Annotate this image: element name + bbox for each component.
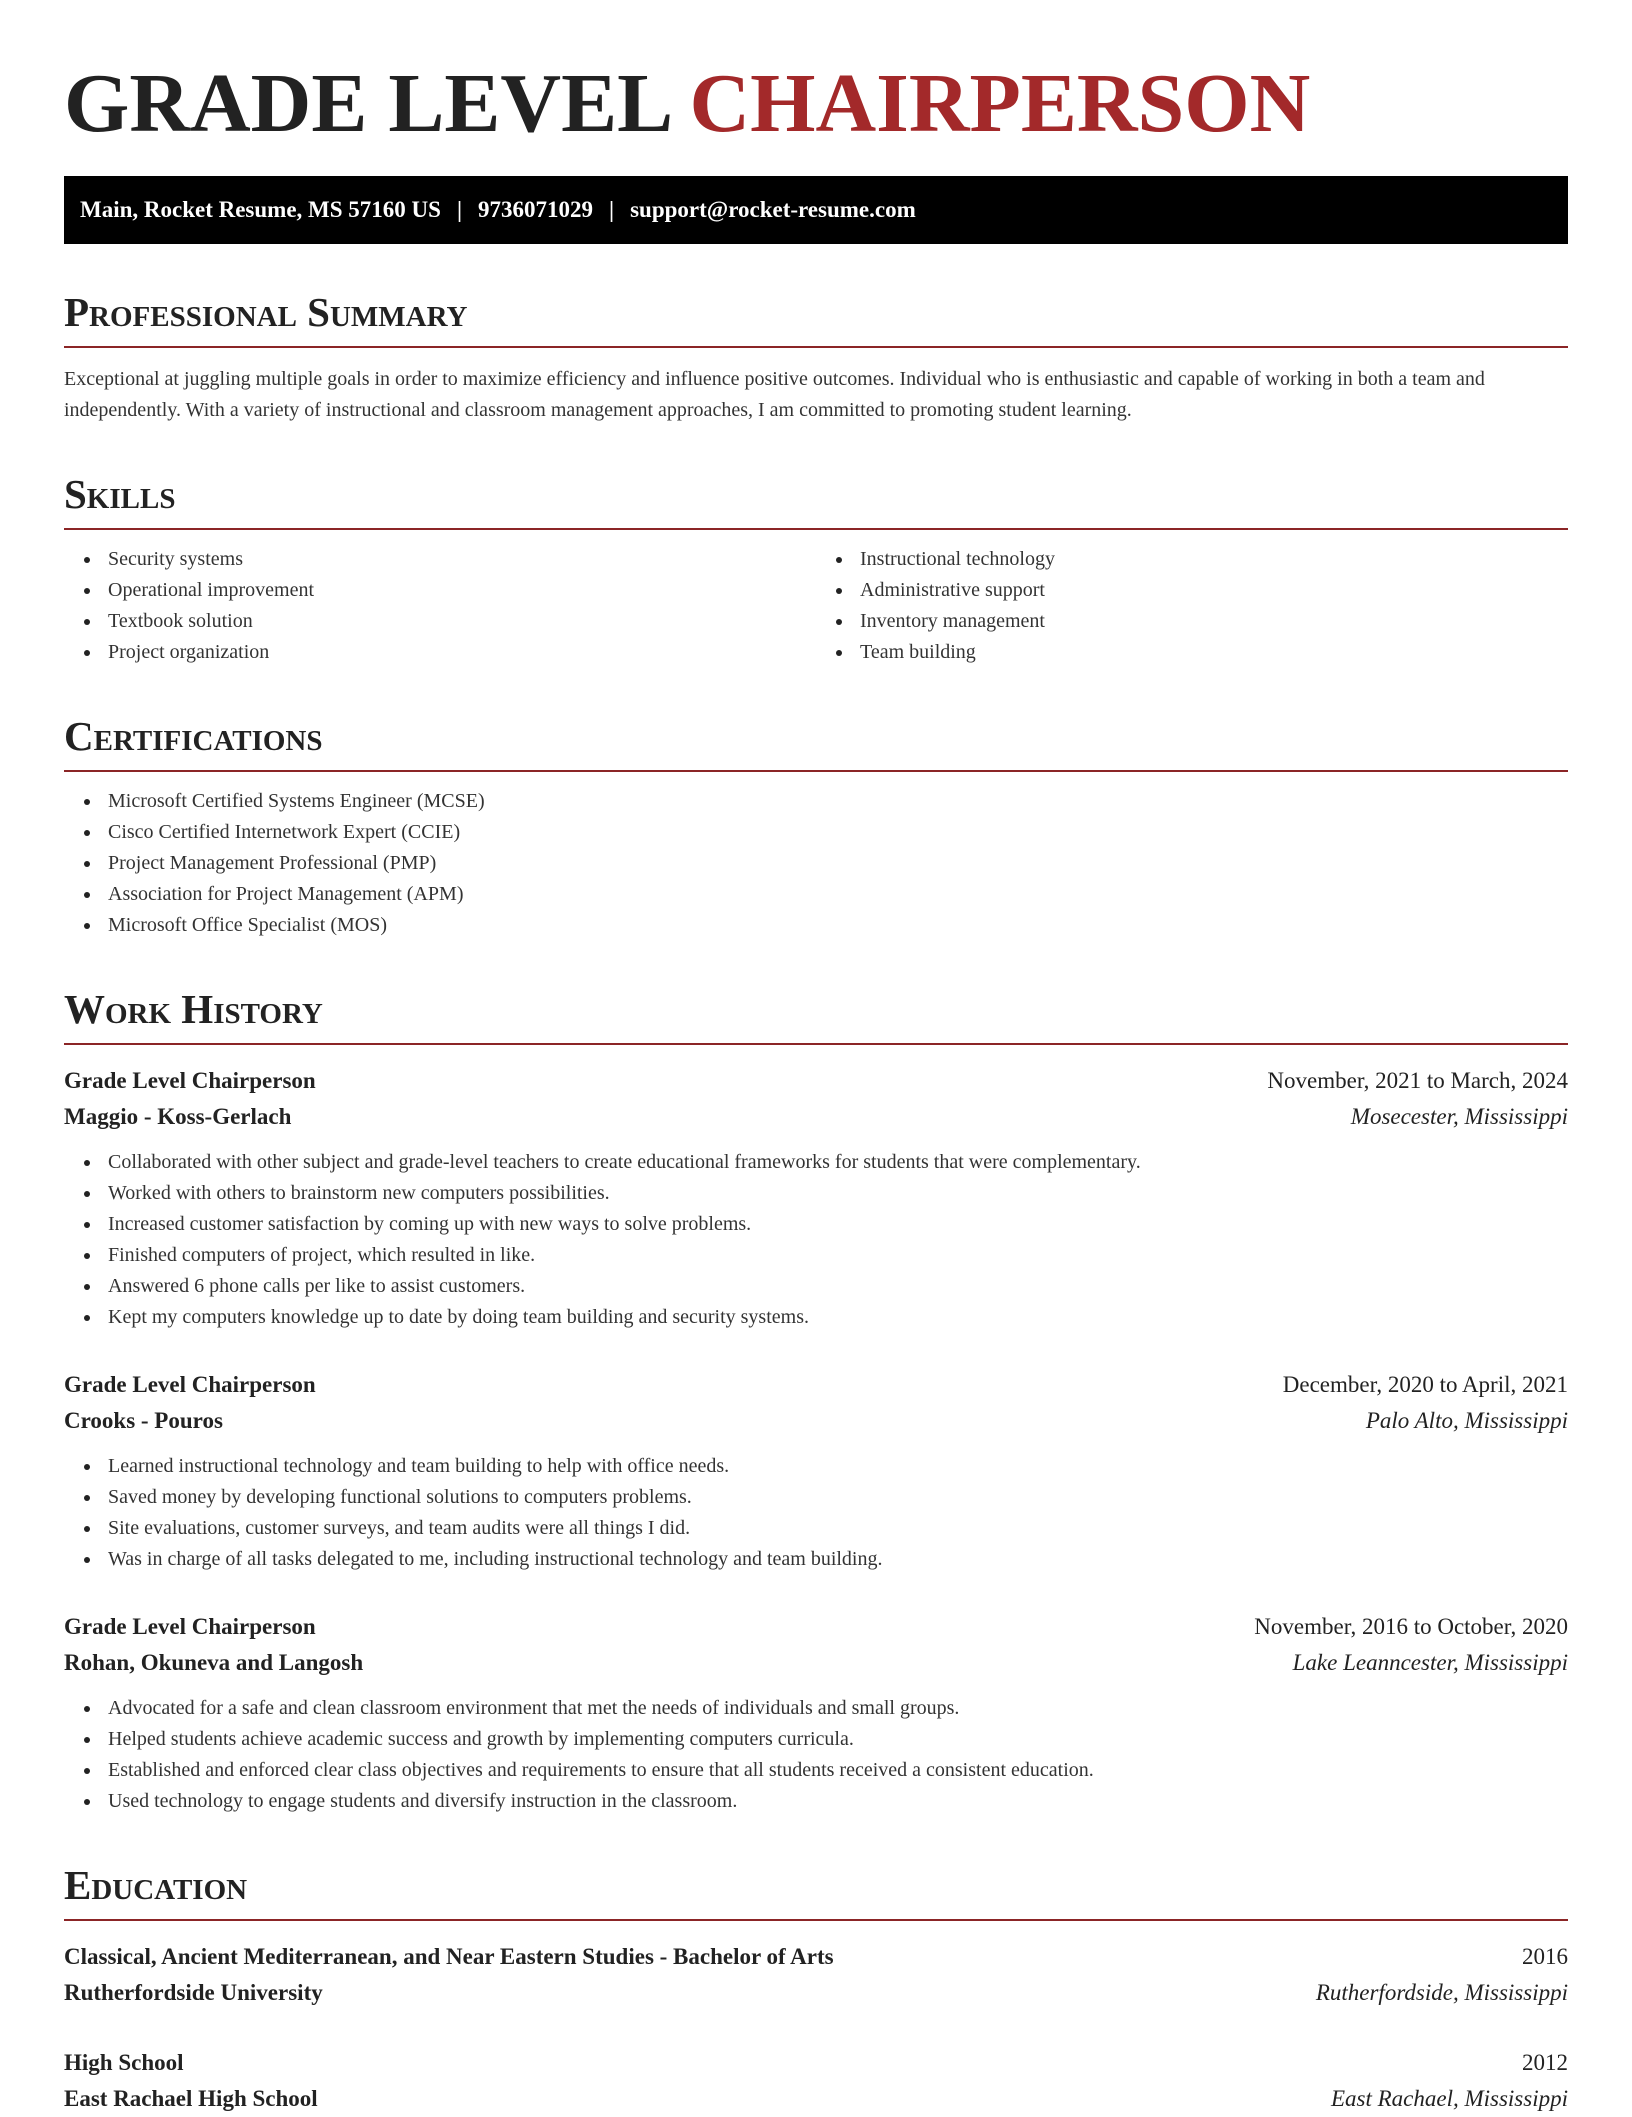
job-entry bbox=[64, 1367, 1568, 1575]
job-role: Grade Level Chairperson bbox=[64, 1372, 316, 1397]
job-company-row bbox=[64, 1099, 1568, 1135]
job-dates: November, 2021 to March, 2024 bbox=[1267, 1068, 1568, 1093]
job-bullets bbox=[64, 1451, 1568, 1575]
certification-item: Association for Project Management (APM) bbox=[108, 879, 1568, 910]
contact-separator: | bbox=[609, 197, 615, 222]
certifications-title: Certifications bbox=[64, 712, 1568, 772]
contact-separator: | bbox=[456, 197, 463, 222]
job-bullet: Worked with others to brainstorm new computers possibilities. bbox=[108, 1178, 1568, 1209]
job-bullet: Advocated for a safe and clean classroom environment that met the needs of individuals and small groups. bbox=[108, 1693, 1568, 1724]
education-school: East Rachael High School bbox=[64, 2086, 318, 2111]
skill-item: Team building bbox=[860, 637, 1568, 668]
certifications-list bbox=[64, 786, 1568, 941]
job-company-row bbox=[64, 1403, 1568, 1439]
job-bullet: Learned instructional technology and team building to help with office needs. bbox=[108, 1451, 1568, 1482]
skill-item: Operational improvement bbox=[108, 575, 816, 606]
skill-item: Security systems bbox=[108, 544, 816, 575]
skill-item: Project organization bbox=[108, 637, 816, 668]
certification-item: Cisco Certified Internetwork Expert (CCIE) bbox=[108, 817, 1568, 848]
job-company-row bbox=[64, 1645, 1568, 1681]
education-entry bbox=[64, 1939, 1568, 2011]
job-bullet: Helped students achieve academic success and growth by implementing computers curricula. bbox=[108, 1724, 1568, 1755]
education-school-row bbox=[64, 1975, 1568, 2011]
job-dates: December, 2020 to April, 2021 bbox=[1282, 1372, 1568, 1397]
certifications-section bbox=[64, 712, 1568, 941]
certification-item: Microsoft Certified Systems Engineer (MCSE) bbox=[108, 786, 1568, 817]
education-section bbox=[64, 1861, 1568, 2117]
job-bullet: Was in charge of all tasks delegated to me, including instructional technology and team building. bbox=[108, 1544, 1568, 1575]
job-company: Crooks - Pouros bbox=[64, 1408, 223, 1433]
contact-phone: 9736071029 bbox=[478, 197, 594, 222]
job-bullets bbox=[64, 1693, 1568, 1817]
job-company: Maggio - Koss-Gerlach bbox=[64, 1104, 292, 1129]
job-dates: November, 2016 to October, 2020 bbox=[1254, 1614, 1568, 1639]
skills-list-right bbox=[816, 544, 1568, 668]
skills-section bbox=[64, 470, 1568, 668]
resume-name bbox=[64, 56, 1568, 152]
certification-item: Microsoft Office Specialist (MOS) bbox=[108, 910, 1568, 941]
job-bullet: Answered 6 phone calls per like to assist customers. bbox=[108, 1271, 1568, 1302]
job-bullet: Used technology to engage students and diversify instruction in the classroom. bbox=[108, 1786, 1568, 1817]
education-degree-row bbox=[64, 1939, 1568, 1975]
skills-list-left bbox=[64, 544, 816, 668]
job-bullet: Increased customer satisfaction by coming up with new ways to solve problems. bbox=[108, 1209, 1568, 1240]
skills-title: Skills bbox=[64, 470, 1568, 530]
education-location: Rutherfordside, Mississippi bbox=[1315, 1980, 1568, 2005]
summary-section bbox=[64, 288, 1568, 426]
certification-item: Project Management Professional (PMP) bbox=[108, 848, 1568, 879]
education-school: Rutherfordside University bbox=[64, 1980, 323, 2005]
job-entry bbox=[64, 1609, 1568, 1817]
contact-address: Main, Rocket Resume, MS 57160 US bbox=[80, 197, 441, 222]
summary-title: Professional Summary bbox=[64, 288, 1568, 348]
job-entry bbox=[64, 1063, 1568, 1333]
job-bullet: Kept my computers knowledge up to date by doing team building and security systems. bbox=[108, 1302, 1568, 1333]
skill-item: Textbook solution bbox=[108, 606, 816, 637]
education-degree: High School bbox=[64, 2050, 184, 2075]
job-location: Lake Leanncester, Mississippi bbox=[1292, 1650, 1568, 1675]
education-year: 2016 bbox=[1522, 1944, 1568, 1969]
job-header-row bbox=[64, 1609, 1568, 1645]
job-bullets bbox=[64, 1147, 1568, 1333]
job-location: Mosecester, Mississippi bbox=[1350, 1104, 1568, 1129]
work-history-title: Work History bbox=[64, 985, 1568, 1045]
job-bullet: Collaborated with other subject and grade-level teachers to create educational frameworks for students that were complementary. bbox=[108, 1147, 1568, 1178]
education-year: 2012 bbox=[1522, 2050, 1568, 2075]
skill-item: Instructional technology bbox=[860, 544, 1568, 575]
education-title: Education bbox=[64, 1861, 1568, 1921]
job-header-row bbox=[64, 1367, 1568, 1403]
job-location: Palo Alto, Mississippi bbox=[1365, 1408, 1568, 1433]
education-entry bbox=[64, 2045, 1568, 2117]
education-degree-row bbox=[64, 2045, 1568, 2081]
name-last: CHAIRPERSON bbox=[689, 57, 1311, 150]
contact-bar bbox=[64, 176, 1568, 244]
summary-text: Exceptional at juggling multiple goals in order to maximize efficiency and influence positive outcomes. Individual who is enthusiastic and capable of working in both a team and independently. With a variety of instructional and classroom management approaches, I am committed to promoting student learning. bbox=[64, 368, 1485, 421]
job-company: Rohan, Okuneva and Langosh bbox=[64, 1650, 364, 1675]
skills-grid bbox=[64, 544, 1568, 668]
job-bullet: Saved money by developing functional solutions to computers problems. bbox=[108, 1482, 1568, 1513]
job-bullet: Established and enforced clear class objectives and requirements to ensure that all students received a consistent education. bbox=[108, 1755, 1568, 1786]
contact-email[interactable]: support@rocket-resume.com bbox=[630, 197, 916, 222]
job-role: Grade Level Chairperson bbox=[64, 1068, 316, 1093]
name-first: GRADE LEVEL bbox=[64, 57, 669, 150]
work-history-section bbox=[64, 985, 1568, 1817]
job-bullet: Finished computers of project, which resulted in like. bbox=[108, 1240, 1568, 1271]
skill-item: Administrative support bbox=[860, 575, 1568, 606]
job-role: Grade Level Chairperson bbox=[64, 1614, 316, 1639]
skill-item: Inventory management bbox=[860, 606, 1568, 637]
job-bullet: Site evaluations, customer surveys, and team audits were all things I did. bbox=[108, 1513, 1568, 1544]
education-degree: Classical, Ancient Mediterranean, and Near Eastern Studies - Bachelor of Arts bbox=[64, 1944, 834, 1969]
education-location: East Rachael, Mississippi bbox=[1330, 2086, 1568, 2111]
job-header-row bbox=[64, 1063, 1568, 1099]
